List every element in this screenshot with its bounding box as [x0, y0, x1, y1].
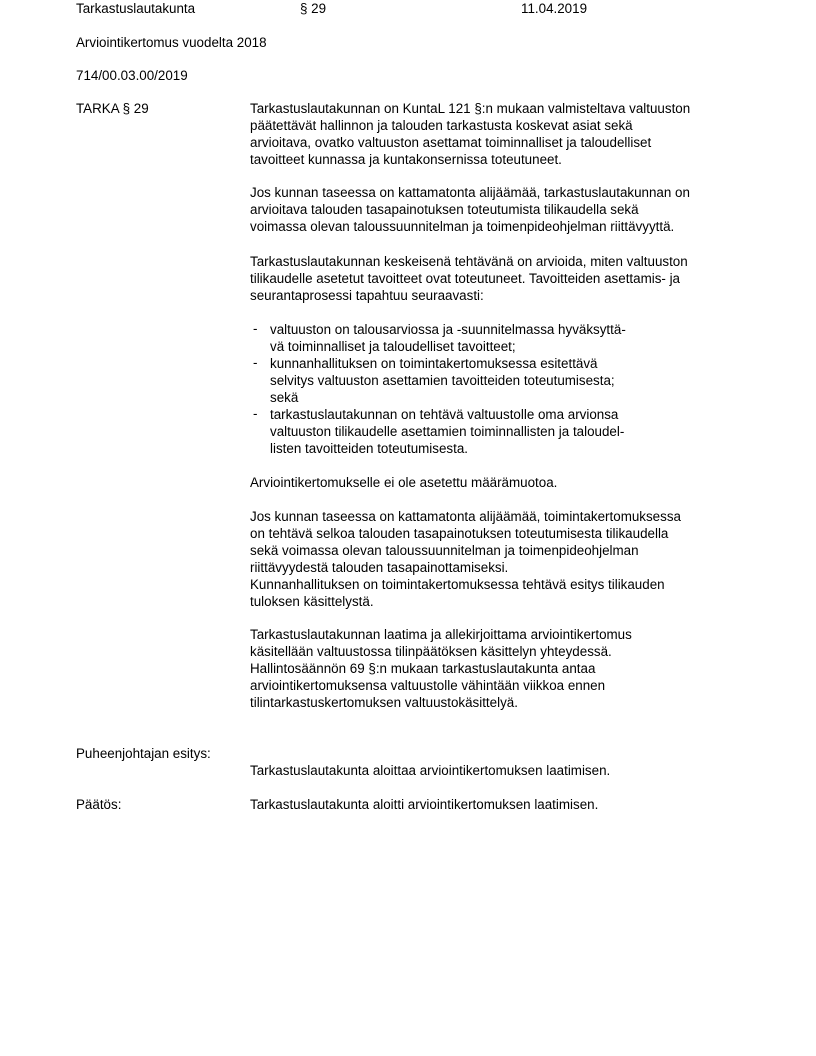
decision-label: Päätös:	[76, 797, 122, 812]
text-line: voimassa olevan taloussuunnitelman ja toimenpideohjelman riittävyyttä.	[250, 219, 675, 234]
text-line: arvioitava, ovatko valtuuston asettamat toiminnalliset ja taloudelliset	[250, 135, 652, 150]
text-line: Jos kunnan taseessa on kattamatonta alijäämää, toimintakertomuksessa	[250, 509, 681, 524]
paragraph-6	[250, 626, 632, 711]
record-number: 714/00.03.00/2019	[76, 68, 188, 83]
list-dash: -	[253, 406, 258, 421]
proposal-label: Puheenjohtajan esitys:	[76, 746, 211, 761]
text-line: Hallintosäännön 69 §:n mukaan tarkastuslautakunta antaa	[250, 661, 596, 676]
text-line: sekä voimassa olevan taloussuunnitelman ja toimenpideohjelman	[250, 543, 639, 558]
text-line: tavoitteet kunnassa ja kuntakonsernissa toteutuneet.	[250, 152, 562, 167]
text-line: Tarkastuslautakunnan on KuntaL 121 §:n mukaan valmisteltava valtuuston	[250, 101, 691, 116]
text-line: listen tavoitteiden toteutumisesta.	[270, 441, 468, 456]
list-item	[250, 321, 626, 355]
header-organ: Tarkastuslautakunta	[76, 1, 196, 16]
text-line: tarkastuslautakunnan on tehtävä valtuustolle oma arvionsa	[270, 407, 619, 422]
text-line: Tarkastuslautakunnan keskeisenä tehtävänä on arvioida, miten valtuuston	[250, 254, 688, 269]
text-line: sekä	[270, 390, 299, 405]
section-label: TARKA § 29	[76, 101, 149, 116]
paragraph-1	[250, 100, 690, 168]
text-line: valtuuston on talousarviossa ja -suunnitelmassa hyväksyttä-	[270, 322, 626, 337]
text-line: selvitys valtuuston asettamien tavoitteiden toteutumisesta;	[270, 373, 615, 388]
text-line: tilikaudelle asetetut tavoitteet ovat toteutuneet. Tavoitteiden asettamis- ja	[250, 271, 681, 286]
list-dash: -	[253, 355, 258, 370]
paragraph-4	[250, 474, 557, 491]
text-line: arviointikertomuksensa valtuustolle vähintään viikkoa ennen	[250, 678, 606, 693]
text-line: tilintarkastuskertomuksen valtuustokäsittelyä.	[250, 695, 518, 710]
text-line: Kunnanhallituksen on toimintakertomuksessa tehtävä esitys tilikauden	[250, 577, 665, 592]
proposal-text: Tarkastuslautakunta aloittaa arviointikertomuksen laatimisen.	[250, 763, 611, 778]
text-line: kunnanhallituksen on toimintakertomuksessa esitettävä	[270, 356, 598, 371]
text-line: on tehtävä selkoa talouden tasapainotuksen toteutumisesta tilikaudella	[250, 526, 669, 541]
document-title: Arviointikertomus vuodelta 2018	[76, 35, 267, 50]
header-date: 11.04.2019	[521, 1, 588, 16]
text-line: Arviointikertomukselle ei ole asetettu määrämuotoa.	[250, 475, 558, 490]
text-line: vä toiminnalliset ja taloudelliset tavoitteet;	[270, 339, 516, 354]
paragraph-3	[250, 253, 688, 304]
text-line: riittävyydestä talouden tasapainottamiseksi.	[250, 560, 509, 575]
text-line: päätettävät hallinnon ja talouden tarkastusta koskevat asiat sekä	[250, 118, 633, 133]
text-line: seurantaprosessi tapahtuu seuraavasti:	[250, 288, 484, 303]
paragraph-2	[250, 184, 690, 235]
list-dash: -	[253, 321, 258, 336]
process-list	[250, 321, 626, 457]
text-line: arvioitava talouden tasapainotuksen toteutumista tilikaudella sekä	[250, 202, 639, 217]
header-section: § 29	[300, 1, 327, 16]
text-line: käsitellään valtuustossa tilinpäätöksen käsittelyn yhteydessä.	[250, 644, 612, 659]
text-line: valtuuston tilikaudelle asettamien toiminnallisten ja taloudel-	[270, 424, 625, 439]
paragraph-5	[250, 508, 681, 610]
text-line: tuloksen käsittelystä.	[250, 594, 374, 609]
list-item	[250, 406, 626, 457]
list-item	[250, 355, 626, 406]
decision-text: Tarkastuslautakunta aloitti arviointikertomuksen laatimisen.	[250, 797, 599, 812]
text-line: Jos kunnan taseessa on kattamatonta alijäämää, tarkastuslautakunnan on	[250, 185, 690, 200]
text-line: Tarkastuslautakunnan laatima ja allekirjoittama arviointikertomus	[250, 627, 632, 642]
